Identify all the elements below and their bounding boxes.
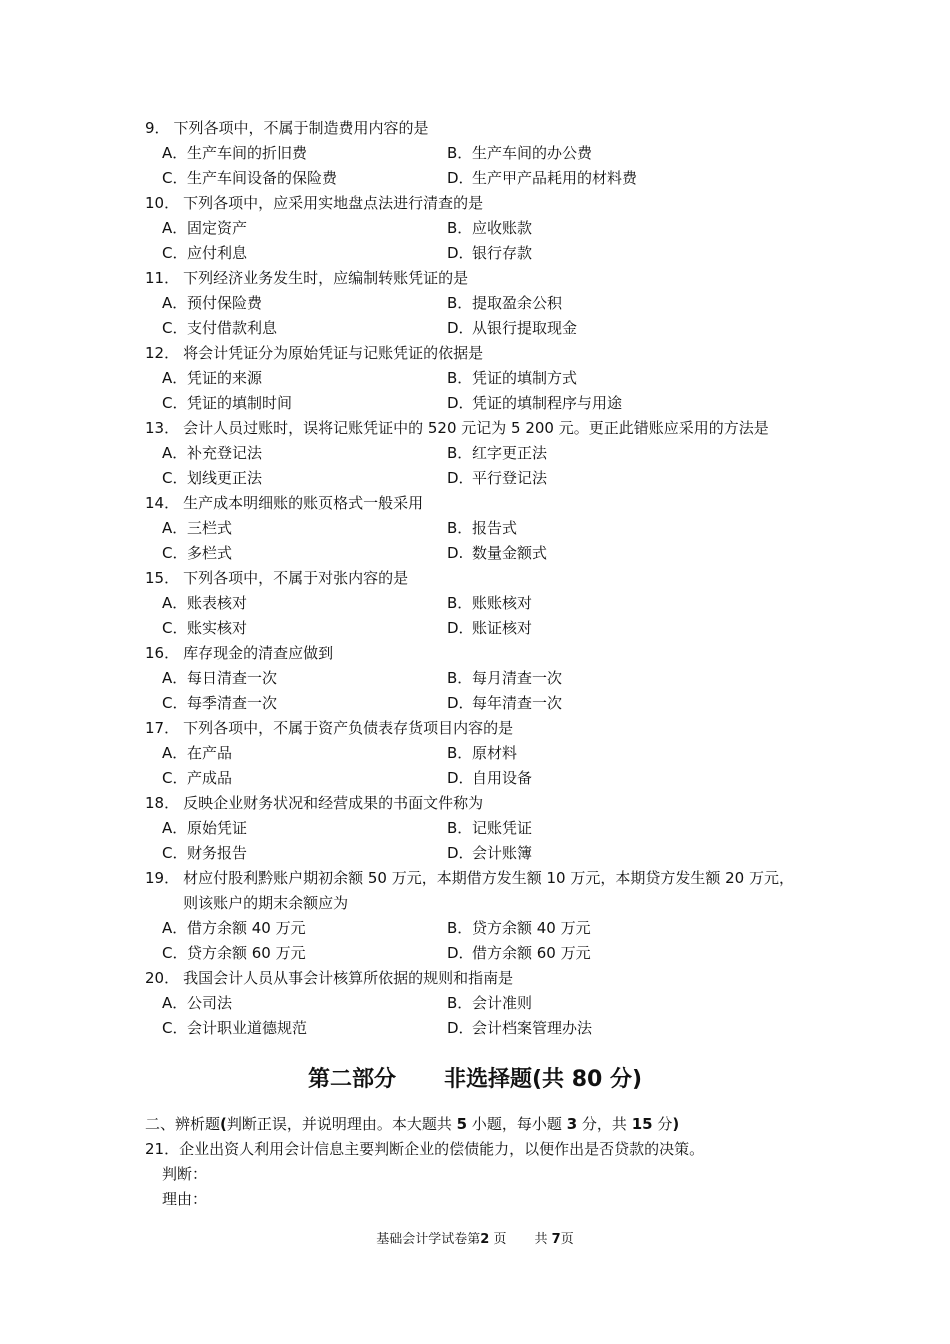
- option-d: [447, 841, 727, 866]
- option-letter: B．: [447, 669, 473, 687]
- question-15: [145, 566, 805, 641]
- option-text: 借方余额 40 万元: [187, 919, 306, 937]
- option-text: 自用设备: [472, 769, 533, 787]
- option-letter: D．: [447, 844, 474, 862]
- option-letter: B．: [447, 994, 473, 1012]
- question-text: 企业出资人利用会计信息主要判断企业的偿债能力，以便作出是否贷款的决策。: [179, 1140, 705, 1158]
- question-number: 12．: [145, 344, 180, 362]
- question-number: 10．: [145, 194, 180, 212]
- option-a: [162, 141, 447, 166]
- option-b: [447, 591, 727, 616]
- option-letter: C．: [162, 169, 188, 187]
- option-letter: B．: [447, 744, 473, 762]
- section-title-a: 非选择题: [443, 1067, 532, 1092]
- option-letter: A．: [162, 594, 188, 612]
- option-letter: B．: [447, 819, 473, 837]
- option-a: [162, 291, 447, 316]
- footer-total-unit: 页: [560, 1232, 574, 1247]
- option-text: 贷方余额 60 万元: [187, 944, 306, 962]
- question-text: 下列各项中，不属于制造费用内容的是: [173, 119, 429, 137]
- option-letter: C．: [162, 244, 188, 262]
- option-text: 生产车间设备的保险费: [187, 169, 338, 187]
- option-d: [447, 766, 727, 791]
- option-a: [162, 366, 447, 391]
- option-a: [162, 991, 447, 1016]
- option-c: [162, 941, 447, 966]
- option-letter: A．: [162, 294, 188, 312]
- option-text: 报告式: [472, 519, 518, 537]
- option-b: [447, 816, 727, 841]
- heading-count: 5: [456, 1115, 468, 1133]
- option-a: [162, 591, 447, 616]
- option-text: 贷方余额 40 万元: [472, 919, 591, 937]
- option-letter: D．: [447, 1019, 474, 1037]
- option-text: 平行登记法: [472, 469, 548, 487]
- option-text: 划线更正法: [187, 469, 263, 487]
- option-c: [162, 616, 447, 641]
- option-text: 账账核对: [472, 594, 533, 612]
- question-12: [145, 341, 805, 416]
- option-letter: C．: [162, 469, 188, 487]
- option-letter: A．: [162, 519, 188, 537]
- option-letter: C．: [162, 694, 188, 712]
- question-14: [145, 491, 805, 566]
- option-text: 原始凭证: [187, 819, 248, 837]
- option-text: 凭证的填制方式: [472, 369, 578, 387]
- option-a: [162, 516, 447, 541]
- option-text: 银行存款: [472, 244, 533, 262]
- option-c: [162, 841, 447, 866]
- option-letter: B．: [447, 369, 473, 387]
- option-d: [447, 616, 727, 641]
- option-d: [447, 1016, 727, 1041]
- option-letter: C．: [162, 944, 188, 962]
- section-title-c: 分): [610, 1067, 643, 1092]
- option-letter: B．: [447, 919, 473, 937]
- option-letter: C．: [162, 1019, 188, 1037]
- question-stem: [145, 866, 805, 916]
- options: [145, 816, 805, 866]
- option-d: [447, 241, 727, 266]
- option-a: [162, 441, 447, 466]
- options: [145, 441, 805, 491]
- question-16: [145, 641, 805, 716]
- option-text: 凭证的填制时间: [187, 394, 293, 412]
- option-letter: B．: [447, 219, 473, 237]
- section-title: [0, 1064, 950, 1096]
- question-stem: [145, 716, 805, 741]
- options: [145, 916, 805, 966]
- option-d: [447, 391, 727, 416]
- option-letter: C．: [162, 769, 188, 787]
- option-text: 生产甲产品耗用的材料费: [472, 169, 638, 187]
- question-number: 19．: [145, 869, 180, 887]
- option-letter: D．: [447, 619, 474, 637]
- question-text: 将会计凭证分为原始凭证与记账凭证的依据是: [183, 344, 484, 362]
- option-c: [162, 691, 447, 716]
- question-18: [145, 791, 805, 866]
- question-21: [145, 1137, 805, 1162]
- option-text: 从银行提取现金: [472, 319, 578, 337]
- question-text: 反映企业财务状况和经营成果的书面文件称为: [183, 794, 484, 812]
- question-stem: [145, 966, 805, 991]
- option-text: 每日清查一次: [187, 669, 278, 687]
- question-text: 下列经济业务发生时，应编制转账凭证的是: [183, 269, 469, 287]
- section-heading: [145, 1112, 805, 1137]
- option-a: [162, 741, 447, 766]
- option-text: 公司法: [187, 994, 233, 1012]
- question-number: 13．: [145, 419, 180, 437]
- option-a: [162, 216, 447, 241]
- option-b: [447, 291, 727, 316]
- heading-total: 15: [631, 1115, 653, 1133]
- option-letter: A．: [162, 744, 188, 762]
- option-c: [162, 166, 447, 191]
- question-stem: [145, 641, 805, 666]
- option-letter: A．: [162, 219, 188, 237]
- option-c: [162, 466, 447, 491]
- option-letter: A．: [162, 819, 188, 837]
- option-text: 多栏式: [187, 544, 233, 562]
- question-9: [145, 116, 805, 191]
- option-text: 数量金额式: [472, 544, 548, 562]
- question-stem: [145, 416, 805, 441]
- heading-c: 判断正误，并说明理由。本大题共: [226, 1115, 452, 1133]
- option-b: [447, 741, 727, 766]
- question-stem: [145, 116, 805, 141]
- options: [145, 516, 805, 566]
- question-number: 9．: [145, 119, 170, 137]
- option-text: 会计账簿: [472, 844, 533, 862]
- option-text: 三栏式: [187, 519, 233, 537]
- options: [145, 991, 805, 1041]
- question-text: 我国会计人员从事会计核算所依据的规则和指南是: [183, 969, 514, 987]
- option-text: 红字更正法: [472, 444, 548, 462]
- option-text: 应付利息: [187, 244, 248, 262]
- option-letter: D．: [447, 769, 474, 787]
- question-10: [145, 191, 805, 266]
- footer-page-unit: 页: [493, 1232, 507, 1247]
- question-11: [145, 266, 805, 341]
- option-letter: D．: [447, 944, 474, 962]
- heading-a: 二、辨析题: [145, 1115, 221, 1133]
- options: [145, 591, 805, 641]
- option-text: 记账凭证: [472, 819, 533, 837]
- option-text: 账证核对: [472, 619, 533, 637]
- option-text: 预付保险费: [187, 294, 263, 312]
- option-letter: D．: [447, 319, 474, 337]
- options: [145, 141, 805, 191]
- options: [145, 291, 805, 341]
- option-text: 支付借款利息: [187, 319, 278, 337]
- question-17: [145, 716, 805, 791]
- option-text: 每年清查一次: [472, 694, 563, 712]
- options: [145, 741, 805, 791]
- heading-each: 3: [566, 1115, 578, 1133]
- heading-d: 小题，每小题: [471, 1115, 562, 1133]
- question-stem: [145, 491, 805, 516]
- option-letter: C．: [162, 544, 188, 562]
- option-letter: D．: [447, 694, 474, 712]
- option-letter: A．: [162, 994, 188, 1012]
- option-a: [162, 666, 447, 691]
- option-b: [447, 441, 727, 466]
- question-number: 21．: [145, 1140, 180, 1158]
- question-13: [145, 416, 805, 491]
- option-letter: D．: [447, 169, 474, 187]
- option-text: 账实核对: [187, 619, 248, 637]
- question-number: 11．: [145, 269, 180, 287]
- option-letter: A．: [162, 444, 188, 462]
- option-letter: A．: [162, 669, 188, 687]
- option-text: 在产品: [187, 744, 233, 762]
- option-letter: B．: [447, 144, 473, 162]
- question-number: 18．: [145, 794, 180, 812]
- options: [145, 666, 805, 716]
- option-letter: B．: [447, 294, 473, 312]
- option-d: [447, 941, 727, 966]
- option-c: [162, 241, 447, 266]
- option-letter: C．: [162, 844, 188, 862]
- heading-b: (: [220, 1115, 227, 1133]
- footer-total: 7: [551, 1232, 561, 1247]
- option-letter: C．: [162, 319, 188, 337]
- options: [145, 216, 805, 266]
- option-text: 会计档案管理办法: [472, 1019, 593, 1037]
- heading-f: 分: [657, 1115, 673, 1133]
- question-number: 17．: [145, 719, 180, 737]
- option-d: [447, 166, 727, 191]
- option-text: 原材料: [472, 744, 518, 762]
- question-stem: [145, 341, 805, 366]
- question-stem: [145, 266, 805, 291]
- question-text: 库存现金的清查应做到: [183, 644, 334, 662]
- option-letter: D．: [447, 244, 474, 262]
- question-text: 材应付股利黔账户期初余额 50 万元，本期借方发生额 10 万元，本期贷方发生额 20 万元，则该账户的期末余额应为: [183, 869, 794, 912]
- option-text: 补充登记法: [187, 444, 263, 462]
- option-d: [447, 691, 727, 716]
- option-text: 凭证的来源: [187, 369, 263, 387]
- option-letter: A．: [162, 369, 188, 387]
- question-text: 下列各项中，应采用实地盘点法进行清查的是: [183, 194, 484, 212]
- option-text: 产成品: [187, 769, 233, 787]
- option-text: 借方余额 60 万元: [472, 944, 591, 962]
- option-letter: D.: [447, 544, 464, 562]
- footer-prefix: 基础会计学试卷第: [376, 1232, 481, 1247]
- reason-label: 理由：: [162, 1190, 208, 1208]
- option-letter: B．: [447, 519, 473, 537]
- option-text: 每月清查一次: [472, 669, 563, 687]
- discussion-section: [145, 1112, 805, 1212]
- option-a: [162, 916, 447, 941]
- option-b: [447, 516, 727, 541]
- option-text: 生产车间的折旧费: [187, 144, 308, 162]
- question-stem: [145, 191, 805, 216]
- question-number: 16．: [145, 644, 180, 662]
- question-number: 20．: [145, 969, 180, 987]
- section-title-b: (共: [531, 1067, 565, 1092]
- option-letter: A．: [162, 919, 188, 937]
- question-number: 15．: [145, 569, 180, 587]
- option-letter: D．: [447, 394, 474, 412]
- option-a: [162, 816, 447, 841]
- option-b: [447, 216, 727, 241]
- section-part: 第二部分: [307, 1067, 396, 1092]
- option-c: [162, 766, 447, 791]
- page-footer: [0, 1230, 950, 1250]
- question-text: 下列各项中，不属于对张内容的是: [183, 569, 409, 587]
- question-stem: [145, 791, 805, 816]
- question-20: [145, 966, 805, 1041]
- option-text: 账表核对: [187, 594, 248, 612]
- option-text: 会计职业道德规范: [187, 1019, 308, 1037]
- judge-label: 判断：: [162, 1165, 208, 1183]
- option-text: 应收账款: [472, 219, 533, 237]
- question-19: [145, 866, 805, 966]
- question-text: 下列各项中，不属于资产负债表存货项目内容的是: [183, 719, 514, 737]
- option-c: [162, 541, 447, 566]
- options: [145, 366, 805, 416]
- option-b: [447, 916, 727, 941]
- option-c: [162, 391, 447, 416]
- option-text: 凭证的填制程序与用途: [472, 394, 623, 412]
- question-text: 生产成本明细账的账页格式一般采用: [183, 494, 424, 512]
- section-score: 80: [571, 1067, 603, 1092]
- option-b: [447, 991, 727, 1016]
- heading-g: ): [672, 1115, 680, 1133]
- option-letter: B．: [447, 444, 473, 462]
- question-number: 14．: [145, 494, 180, 512]
- heading-e: 分，共: [581, 1115, 627, 1133]
- footer-page: 2: [480, 1232, 490, 1247]
- option-letter: D．: [447, 469, 474, 487]
- option-letter: B．: [447, 594, 473, 612]
- option-b: [447, 141, 727, 166]
- option-letter: C．: [162, 394, 188, 412]
- option-letter: C．: [162, 619, 188, 637]
- option-text: 财务报告: [187, 844, 248, 862]
- option-text: 会计准则: [472, 994, 533, 1012]
- option-text: 提取盈余公积: [472, 294, 563, 312]
- footer-total-prefix: 共: [534, 1232, 548, 1247]
- multiple-choice-questions: [145, 116, 805, 1041]
- question-stem: [145, 566, 805, 591]
- option-text: 固定资产: [187, 219, 248, 237]
- option-text: 生产车间的办公费: [472, 144, 593, 162]
- option-text: 每季清查一次: [187, 694, 278, 712]
- option-c: [162, 1016, 447, 1041]
- option-d: [447, 316, 727, 341]
- option-c: [162, 316, 447, 341]
- option-b: [447, 366, 727, 391]
- question-text: 会计人员过账时，误将记账凭证中的 520 元记为 5 200 元。更正此错账应采用的方法是: [183, 419, 769, 437]
- option-b: [447, 666, 727, 691]
- option-d: [447, 466, 727, 491]
- option-letter: A．: [162, 144, 188, 162]
- option-d: [447, 541, 727, 566]
